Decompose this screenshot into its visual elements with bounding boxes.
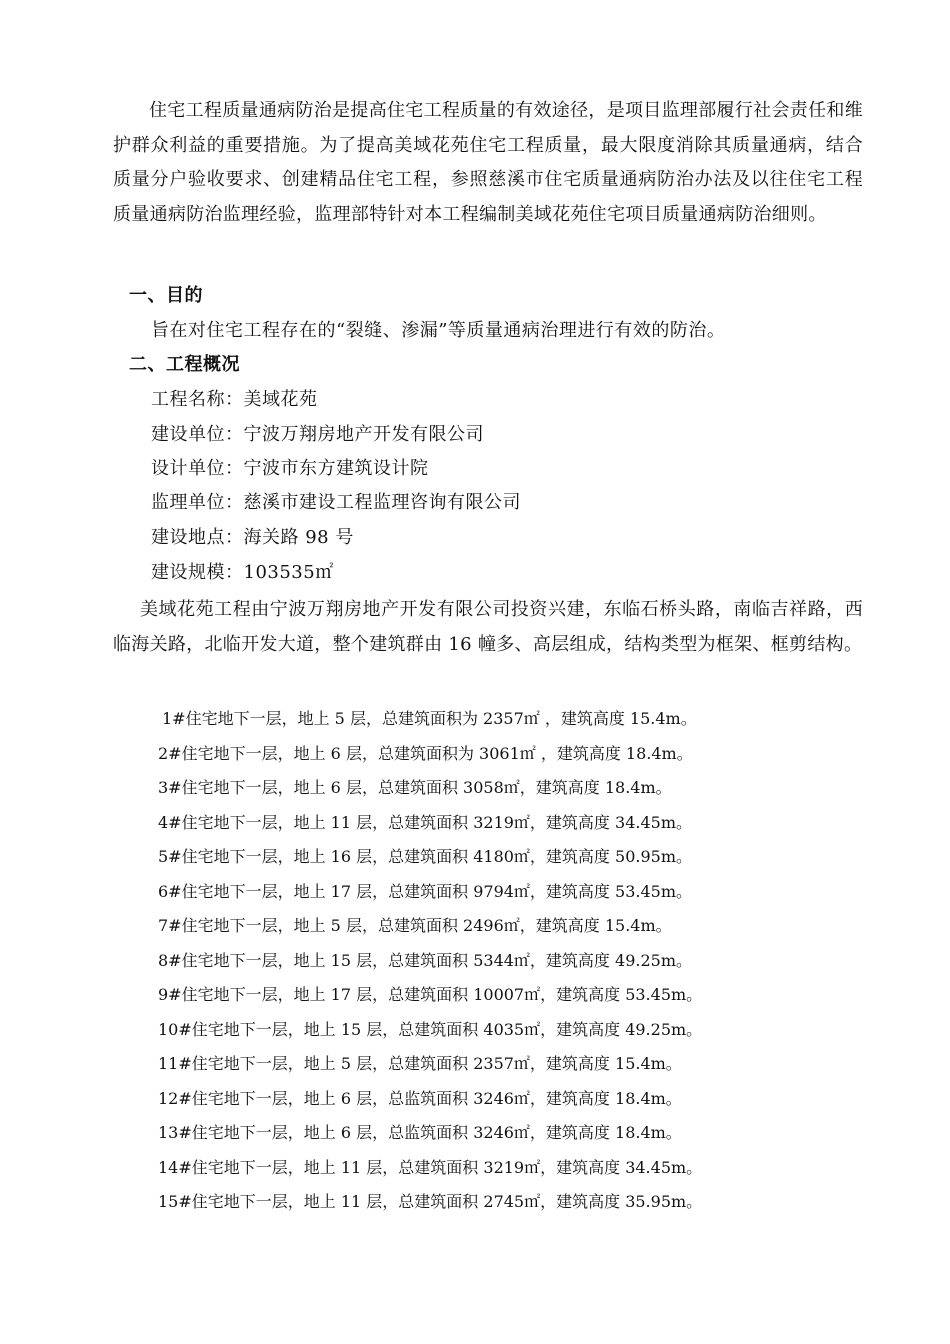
- designer-line: 设计单位：宁波市东方建筑设计院: [151, 458, 429, 479]
- list-item: 1#住宅地下一层，地上 5 层，总建筑面积为 2357㎡ ，建筑高度 15.4m。: [162, 709, 697, 728]
- purpose-text: 旨在对住宅工程存在的“裂缝、渗漏”等质量通病治理进行有效的防治。: [151, 320, 726, 341]
- location-line: 建设地点：海关路 98 号: [151, 527, 354, 548]
- list-item: 4#住宅地下一层，地上 11 层，总建筑面积 3219㎡，建筑高度 34.45m。: [158, 813, 692, 832]
- list-item: 12#住宅地下一层，地上 6 层，总监筑面积 3246㎡，建筑高度 18.4m。: [158, 1089, 682, 1108]
- overview-paragraph: 美域花苑工程由宁波万翔房地产开发有限公司投资兴建，东临石桥头路，南临吉祥路，西临海关路，北临开发大道，整个建筑群由 16 幢多、高层组成，结构类型为框架、框剪结构。: [113, 599, 863, 655]
- list-item: 6#住宅地下一层，地上 17 层，总建筑面积 9794㎡，建筑高度 53.45m。: [158, 882, 692, 901]
- scale-line: 建设规模：103535㎡: [151, 562, 334, 583]
- project-name-line: 工程名称：美域花苑: [151, 389, 318, 410]
- intro-paragraph: 住宅工程质量通病防治是提高住宅工程质量的有效途径，是项目监理部履行社会责任和维护群众利益的重要措施。为了提高美域花苑住宅工程质量，最大限度消除其质量通病，结合质量分户验收要求、创建精品住宅工程，参照慈溪市住宅质量通病防治办法及以往住宅工程质量通病防治监理经验，监理部特针对本工程编制美域花苑住宅项目质量通病防治细则。: [113, 100, 863, 225]
- list-item: 3#住宅地下一层，地上 6 层，总建筑面积 3058㎡，建筑高度 18.4m。: [158, 778, 672, 797]
- list-item: 10#住宅地下一层，地上 15 层，总建筑面积 4035㎡，建筑高度 49.25m。: [158, 1020, 703, 1039]
- supervisor-line: 监理单位：慈溪市建设工程监理咨询有限公司: [151, 492, 521, 513]
- section-heading-purpose: 一、目的: [129, 285, 203, 306]
- developer-line: 建设单位：宁波万翔房地产开发有限公司: [151, 424, 484, 445]
- list-item: 14#住宅地下一层，地上 11 层，总建筑面积 3219㎡，建筑高度 34.45m。: [158, 1158, 703, 1177]
- list-item: 2#住宅地下一层，地上 6 层，总建筑面积为 3061㎡ ，建筑高度 18.4m。: [158, 744, 693, 763]
- list-item: 11#住宅地下一层，地上 5 层，总建筑面积 2357㎡，建筑高度 15.4m。: [158, 1054, 682, 1073]
- list-item: 7#住宅地下一层，地上 5 层，总建筑面积 2496㎡，建筑高度 15.4m。: [158, 916, 672, 935]
- list-item: 13#住宅地下一层，地上 6 层，总监筑面积 3246㎡，建筑高度 18.4m。: [158, 1123, 682, 1142]
- section-heading-overview: 二、工程概况: [129, 354, 240, 375]
- list-item: 9#住宅地下一层，地上 17 层，总建筑面积 10007㎡，建筑高度 53.45m。: [158, 985, 703, 1004]
- list-item: 8#住宅地下一层，地上 15 层，总建筑面积 5344㎡，建筑高度 49.25m。: [158, 951, 692, 970]
- list-item: 15#住宅地下一层，地上 11 层，总建筑面积 2745㎡，建筑高度 35.95m。: [158, 1192, 703, 1211]
- list-item: 5#住宅地下一层，地上 16 层，总建筑面积 4180㎡，建筑高度 50.95m。: [158, 847, 692, 866]
